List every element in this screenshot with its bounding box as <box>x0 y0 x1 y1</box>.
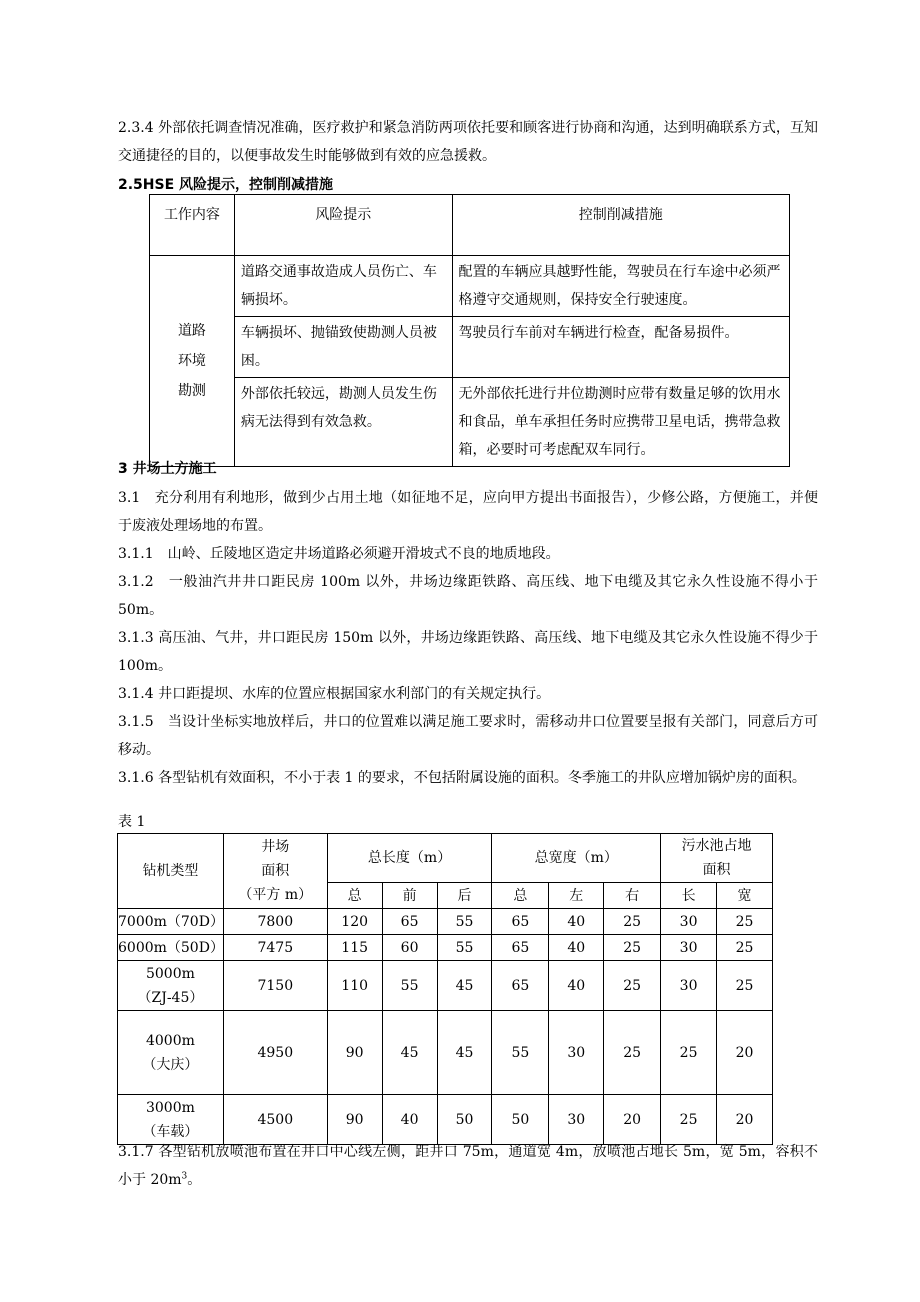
hse-risk-table <box>149 194 790 467</box>
t1-cell: 30 <box>661 935 717 961</box>
heading-3: 3 井场土方施工 <box>118 461 217 477</box>
t1-cell: 55 <box>437 909 492 935</box>
t1-cell: 20 <box>604 1095 661 1145</box>
paragraph-3-1-7 <box>118 1138 818 1194</box>
t1-cell: 110 <box>327 961 382 1011</box>
t1-cell: 25 <box>717 935 773 961</box>
paragraph-3-1-2: 3.1.2 一般油汽井井口距民房 100m 以外，井场边缘距铁路、高压线、地下电缆及其它永久性设施不得小于 50m。 <box>118 574 818 618</box>
t1-header-area-line: 面积 <box>261 863 290 879</box>
paragraph-3-1-5: 3.1.5 当设计坐标实地放样后，井口的位置难以满足施工要求时，需移动井口位置要呈报有关部门，同意后方可移动。 <box>118 714 818 758</box>
t1-sub: 左 <box>549 883 604 909</box>
t1-type-line: 4000m <box>145 1032 195 1049</box>
t1-cell: 40 <box>382 1095 437 1145</box>
paragraph-2-3-4: 2.3.4 外部依托调查情况准确，医疗救护和紧急消防两项依托要和顾客进行协商和沟通，达到明确联系方式，互知交通捷径的目的，以便事故发生时能够做到有效的应急援救。 <box>118 120 818 164</box>
table-row <box>118 935 773 961</box>
superscript-3: 3 <box>181 1171 188 1182</box>
t1-header-length: 总长度（m） <box>327 834 492 883</box>
t1-cell: 55 <box>437 935 492 961</box>
paragraph-3-1: 3.1 充分利用有利地形，做到少占用土地（如征地不足，应向甲方提出书面报告），少修公路，方便施工，并便于废液处理场地的布置。 <box>118 490 818 534</box>
t1-type-cell <box>118 1095 224 1145</box>
t1-cell: 30 <box>549 1095 604 1145</box>
t1-cell: 50 <box>437 1095 492 1145</box>
t1-cell: 40 <box>549 961 604 1011</box>
t1-cell: 7150 <box>223 961 327 1011</box>
hse-measure-cell: 驾驶员行车前对车辆进行检查，配备易损件。 <box>452 317 789 378</box>
t1-cell: 25 <box>604 909 661 935</box>
t1-cell: 65 <box>492 935 549 961</box>
t1-header-area-line: （平方 m） <box>238 887 313 903</box>
t1-cell: 45 <box>382 1011 437 1095</box>
t1-cell: 30 <box>549 1011 604 1095</box>
t1-type-cell: 7000m（70D） <box>118 909 224 935</box>
t1-header-width: 总宽度（m） <box>492 834 661 883</box>
t1-cell: 7475 <box>223 935 327 961</box>
t1-cell: 90 <box>327 1095 382 1145</box>
t1-cell: 120 <box>327 909 382 935</box>
t1-cell: 60 <box>382 935 437 961</box>
table-row <box>118 1011 773 1095</box>
hse-measure-cell: 无外部依托进行井位勘测时应带有数量足够的饮用水和食品，单车承担任务时应携带卫星电话，携带急救箱，必要时可考虑配双车同行。 <box>452 378 789 467</box>
table-row <box>118 961 773 1011</box>
t1-sub: 前 <box>382 883 437 909</box>
table-row <box>118 1095 773 1145</box>
t1-cell: 25 <box>604 935 661 961</box>
t1-cell: 25 <box>661 1011 717 1095</box>
t1-cell: 25 <box>604 961 661 1011</box>
t1-type-cell <box>118 1011 224 1095</box>
hse-header-measure: 控制削减措施 <box>452 195 789 256</box>
t1-header-pool-line: 面积 <box>702 862 731 878</box>
t1-cell: 4500 <box>223 1095 327 1145</box>
table-row <box>118 909 773 935</box>
t1-sub: 右 <box>604 883 661 909</box>
hse-risk-cell: 道路交通事故造成人员伤亡、车辆损坏。 <box>234 256 452 317</box>
hse-row <box>150 378 790 467</box>
t1-sub: 宽 <box>717 883 773 909</box>
hse-category-line: 道路 <box>177 323 206 339</box>
t1-sub: 后 <box>437 883 492 909</box>
t1-cell: 7800 <box>223 909 327 935</box>
t1-type-cell <box>118 961 224 1011</box>
t1-cell: 25 <box>717 961 773 1011</box>
t1-cell: 65 <box>492 961 549 1011</box>
t1-type-line: （大庆） <box>142 1056 199 1073</box>
t1-cell: 4950 <box>223 1011 327 1095</box>
t1-cell: 45 <box>437 961 492 1011</box>
t1-cell: 65 <box>492 909 549 935</box>
hse-risk-cell: 车辆损坏、抛锚致使勘测人员被困。 <box>234 317 452 378</box>
hse-header-work: 工作内容 <box>150 195 235 256</box>
hse-measure-cell: 配置的车辆应具越野性能，驾驶员在行车途中必须严格遵守交通规则，保持安全行驶速度。 <box>452 256 789 317</box>
t1-cell: 65 <box>382 909 437 935</box>
t1-type-line: 5000m <box>145 965 195 982</box>
t1-cell: 45 <box>437 1011 492 1095</box>
t1-cell: 25 <box>717 909 773 935</box>
paragraph-3-1-3: 3.1.3 高压油、气井，井口距民房 150m 以外，井场边缘距铁路、高压线、地下电缆及其它永久性设施不得少于 100m。 <box>118 630 818 674</box>
paragraph-3-1-7-end: 。 <box>187 1172 202 1188</box>
t1-type-cell: 6000m（50D） <box>118 935 224 961</box>
hse-row <box>150 317 790 378</box>
t1-cell: 90 <box>327 1011 382 1095</box>
t1-header-area <box>223 834 327 909</box>
t1-cell: 20 <box>717 1095 773 1145</box>
t1-type-line: （ZJ-45） <box>137 989 204 1006</box>
hse-risk-cell: 外部依托较远，勘测人员发生伤病无法得到有效急救。 <box>234 378 452 467</box>
hse-category-cell <box>150 256 235 467</box>
t1-header-pool <box>661 834 773 883</box>
hse-category-line: 环境 <box>177 353 206 369</box>
t1-sub: 长 <box>661 883 717 909</box>
t1-cell: 25 <box>604 1011 661 1095</box>
t1-cell: 40 <box>549 909 604 935</box>
t1-cell: 30 <box>661 909 717 935</box>
t1-cell: 20 <box>717 1011 773 1095</box>
t1-type-line: （车载） <box>142 1123 199 1140</box>
table-1-label: 表 1 <box>118 814 146 830</box>
hse-row <box>150 256 790 317</box>
t1-cell: 55 <box>382 961 437 1011</box>
paragraph-3-1-6: 3.1.6 各型钻机有效面积，不小于表 1 的要求，不包括附属设施的面积。冬季施工的井队应增加锅炉房的面积。 <box>118 770 806 786</box>
t1-sub: 总 <box>327 883 382 909</box>
paragraph-3-1-1: 3.1.1 山岭、丘陵地区造定井场道路必须避开滑坡式不良的地质地段。 <box>118 546 560 562</box>
paragraph-3-1-4: 3.1.4 井口距提坝、水库的位置应根据国家水利部门的有关规定执行。 <box>118 686 551 702</box>
t1-cell: 30 <box>661 961 717 1011</box>
t1-cell: 50 <box>492 1095 549 1145</box>
t1-header-area-line: 井场 <box>261 839 290 855</box>
hse-category-line: 勘测 <box>177 383 206 399</box>
t1-type-line: 3000m <box>145 1099 195 1116</box>
t1-header-pool-line: 污水池占地 <box>681 838 752 854</box>
heading-2-5: 2.5HSE 风险提示，控制削减措施 <box>118 177 334 193</box>
paragraph-3-1-7-text: 3.1.7 各型钻机放喷池布置在井口中心线左侧，距井口 75m，通道宽 4m，放喷池占地长 5m，宽 5m，容积不小于 20m <box>118 1144 818 1188</box>
table-1-header-row <box>118 834 773 883</box>
hse-header-row <box>150 195 790 256</box>
hse-header-risk: 风险提示 <box>234 195 452 256</box>
t1-cell: 55 <box>492 1011 549 1095</box>
t1-header-type: 钻机类型 <box>118 834 224 909</box>
t1-sub: 总 <box>492 883 549 909</box>
table-1 <box>117 833 773 1145</box>
t1-cell: 115 <box>327 935 382 961</box>
t1-cell: 25 <box>661 1095 717 1145</box>
t1-cell: 40 <box>549 935 604 961</box>
